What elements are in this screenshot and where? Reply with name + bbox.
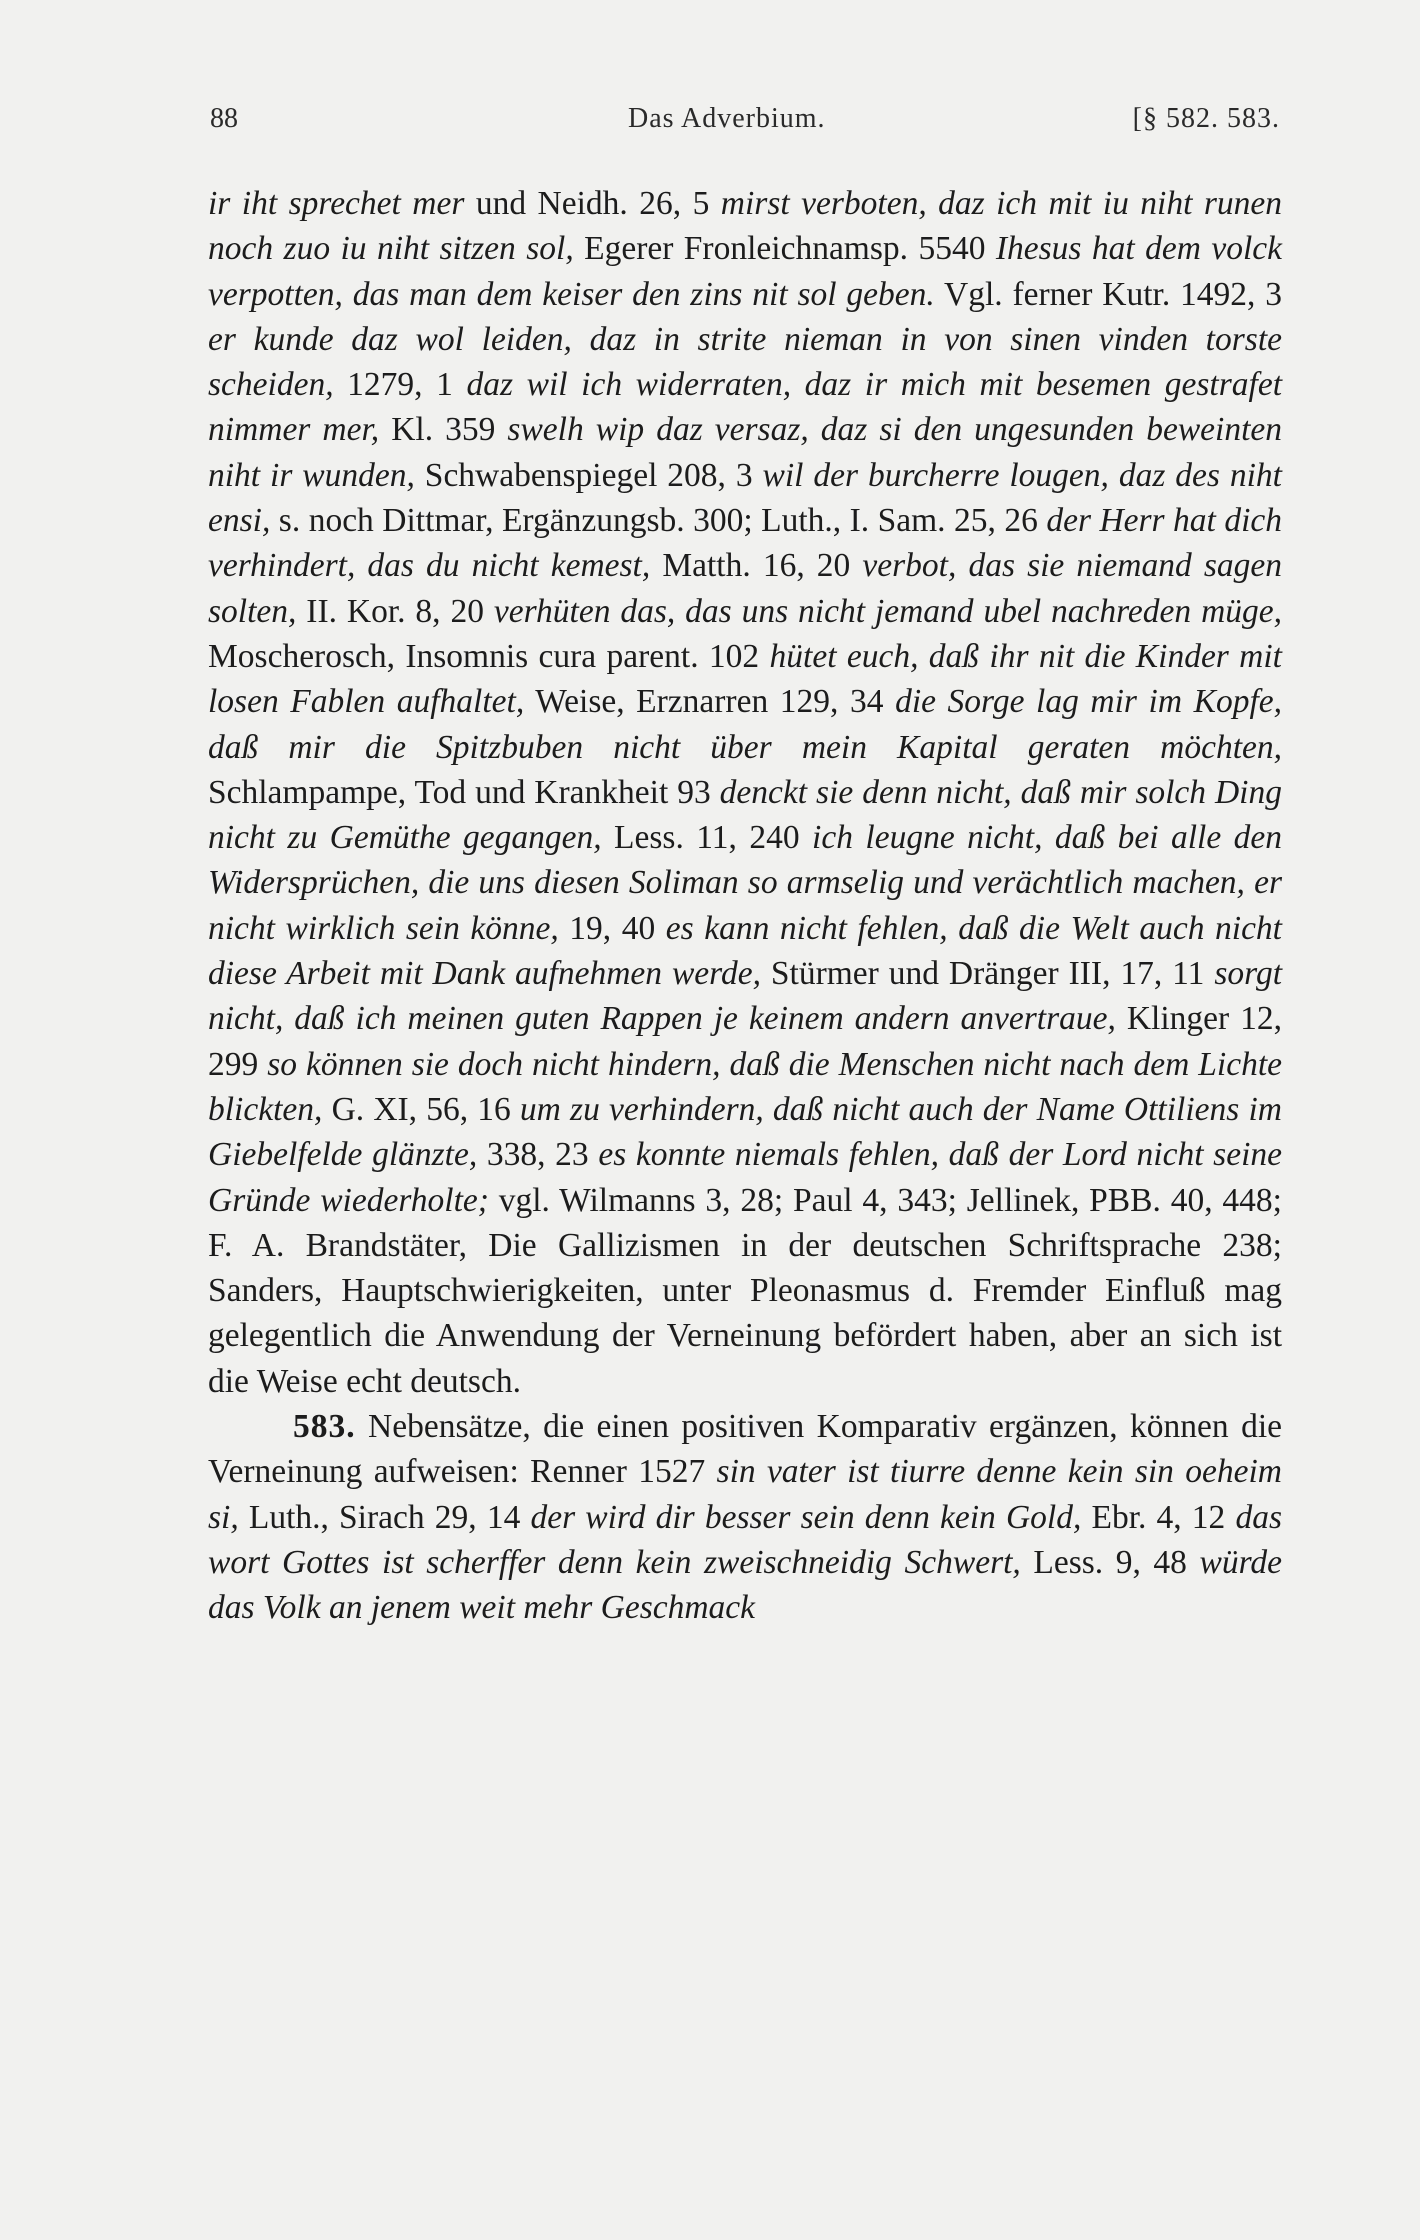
quoted-example: Ihesus hat dem volck verpotten, das man dem keiser den zins nit sol geben. [208, 230, 1283, 313]
quoted-example: die Sorge lag mir im Kopfe, daß mir die Spitzbuben nicht über mein Kapital geraten möchten, [208, 683, 1283, 766]
text-run: G. XI, 56, 16 [322, 1090, 520, 1128]
text-run: und Neidh. 26, 5 [464, 185, 721, 222]
text-run: Egerer Fronleichnamsp. 5540 [573, 230, 996, 268]
quoted-example: swelh wip daz versaz, daz si den ungesunden beweinten niht ir wunden, [208, 411, 1283, 494]
text-run: Stürmer und Dränger III, 17, 11 [760, 955, 1215, 993]
text-run: Less. 9, 48 [1020, 1543, 1200, 1581]
quoted-example: hütet euch, daß ihr nit die Kinder mit losen Fablen aufhaltet, [208, 637, 1282, 721]
section-number: 583. [293, 1408, 356, 1446]
quoted-example: sin vater ist tiurre denne kein sin oeheim si, [208, 1453, 1282, 1536]
text-run: Less. 11, 240 [601, 819, 813, 857]
text-run: Moscherosch, Insomnis cura parent. 102 [208, 637, 770, 675]
section-reference: [§ 582. 583. [1132, 103, 1280, 134]
text-run: 338, 23 [477, 1136, 599, 1174]
page-number: 88 [210, 103, 238, 134]
paragraph-582-continuation [208, 181, 1282, 1404]
quoted-example: verbot, das sie niemand sagen solten, [208, 547, 1282, 630]
body-text [208, 181, 1282, 1631]
quoted-example: das wort Gottes ist scherffer denn kein zweischneidig Schwert, [208, 1498, 1282, 1581]
text-run: Ebr. 4, 12 [1081, 1498, 1236, 1536]
text-run: 19, 40 [558, 909, 666, 947]
text-run: Weise, Erznarren 129, 34 [524, 683, 896, 721]
quoted-example: mirst verboten, daz ich mit iu niht runen noch zuo iu niht sitzen sol, [208, 185, 1282, 268]
quoted-example: so können sie doch nicht hindern, daß die Menschen nicht nach dem Lichte blickten, [208, 1045, 1282, 1128]
text-run: Vgl. ferner Kutr. 1492, 3 [934, 275, 1282, 313]
running-head [210, 103, 1280, 143]
text-run: II. Kor. 8, 20 [296, 592, 494, 630]
quoted-example: es kann nicht fehlen, daß die Welt auch nicht diese Arbeit mit Dank aufnehmen werde, [208, 909, 1282, 993]
text-run: Matth. 16, 20 [650, 547, 863, 585]
quoted-example: ich leugne nicht, daß bei alle den Widersprüchen, die uns diesen Soliman so armselig und verächtlich machen, er nicht wirklich sein könne, [208, 819, 1282, 947]
quoted-example: der Herr hat dich verhindert, das du nicht kemest, [208, 502, 1283, 585]
quoted-example: um zu verhindern, daß nicht auch der Name Ottiliens im Giebelfelde glänzte, [208, 1090, 1282, 1174]
text-run: Schwabenspiegel 208, 3 [414, 456, 763, 494]
quoted-example: sorgt nicht, daß ich meinen guten Rappen je keinem andern anvertraue, [208, 955, 1282, 1038]
quoted-example: er kunde daz wol leiden, daz in strite nieman in von sinen vinden torste scheiden, [208, 320, 1282, 404]
quoted-example: daz wil ich widerraten, daz ir mich mit besemen gestrafet nimmer mer, [208, 366, 1282, 449]
quoted-example: es konnte niemals fehlen, daß der Lord nicht seine Gründe wiederholte; [208, 1136, 1283, 1219]
text-run: Schlampampe, Tod und Krankheit 93 [208, 773, 720, 811]
quoted-example: der wird dir besser sein denn kein Gold, [530, 1498, 1082, 1536]
text-run: Klinger 12, 299 [208, 1000, 1282, 1083]
text-run: vgl. Wilmanns 3, 28; Paul 4, 343; Jellinek, PBB. 40, 448; F. A. Brandstäter, Die Gallizismen in der deutschen Schriftsprache 238; Sanders, Hauptschwierigkeiten, unter Pleonasmus d. Fremder Einfluß mag gelegentlich die Anwendung der Verneinung befördert haben, aber an sich ist die Weise echt deutsch. [208, 1181, 1282, 1400]
paragraph-583 [208, 1404, 1282, 1630]
quoted-example: verhüten das, das uns nicht jemand ubel nachreden müge, [493, 592, 1283, 630]
text-run: Luth., Sirach 29, 14 [238, 1498, 531, 1536]
quoted-example: würde das Volk an jenem weit mehr Geschmack [208, 1543, 1282, 1627]
text-run: Kl. 359 [379, 411, 508, 449]
quoted-example: wil der burcherre lougen, daz des niht ensi, [208, 456, 1282, 540]
text-run: 1279, 1 [333, 366, 467, 404]
quoted-example: denckt sie denn nicht, daß mir solch Ding nicht zu Gemüthe gegangen, [208, 773, 1282, 857]
text-run: Nebensätze, die einen positiven Komparativ ergänzen, können die Verneinung aufweisen: Renner 1527 [208, 1408, 1282, 1491]
text-run: s. noch Dittmar, Ergänzungsb. 300; Luth., I. Sam. 25, 26 [270, 502, 1047, 540]
quoted-example: ir iht sprechet mer [208, 185, 465, 222]
running-title: Das Adverbium. [628, 103, 826, 134]
